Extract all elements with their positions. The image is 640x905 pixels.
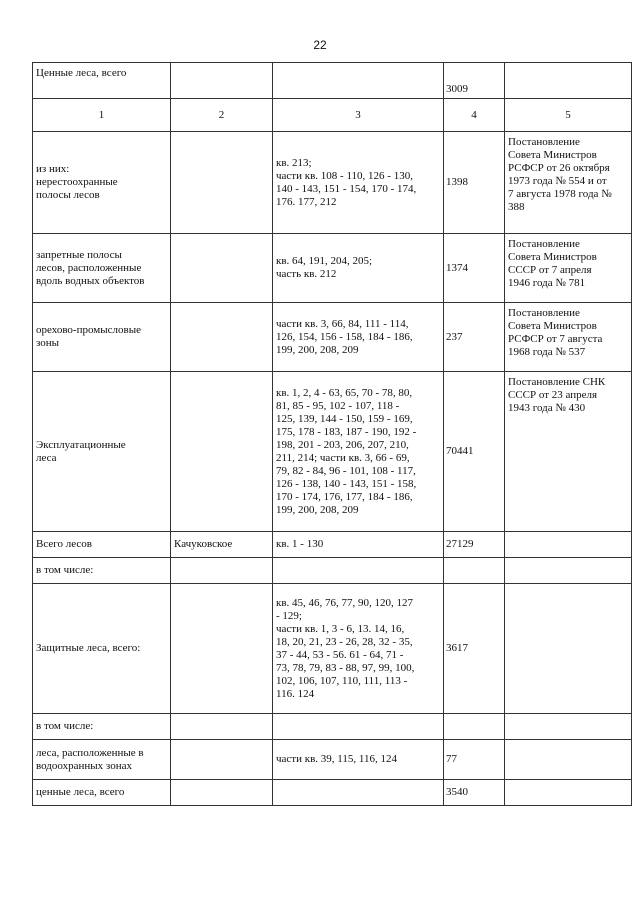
table-row — [33, 714, 632, 740]
cell-quarters — [273, 63, 444, 99]
cell-basis: Постановление Совета Министров РСФСР от 7 августа 1968 года № 537 — [505, 303, 632, 372]
column-number: 2 — [171, 99, 273, 132]
forest-table — [32, 62, 632, 806]
cell-area: 3009 — [444, 63, 505, 99]
cell-forestry — [171, 740, 273, 780]
cell-category: запретные полосы лесов, расположенные вдоль водных объектов — [33, 234, 171, 303]
cell-forestry — [171, 780, 273, 806]
cell-forestry — [171, 714, 273, 740]
cell-basis — [505, 63, 632, 99]
cell-forestry — [171, 584, 273, 714]
cell-area: 237 — [444, 303, 505, 372]
cell-basis — [505, 532, 632, 558]
column-number: 1 — [33, 99, 171, 132]
table-row — [33, 532, 632, 558]
cell-quarters: кв. 213; части кв. 108 - 110, 126 - 130, 140 - 143, 151 - 154, 170 - 174, 176. 177, 212 — [273, 132, 444, 234]
cell-forestry — [171, 63, 273, 99]
cell-quarters: кв. 64, 191, 204, 205; часть кв. 212 — [273, 234, 444, 303]
cell-basis: Постановление Совета Министров СССР от 7 апреля 1946 года № 781 — [505, 234, 632, 303]
cell-quarters — [273, 714, 444, 740]
cell-quarters: кв. 1 - 130 — [273, 532, 444, 558]
cell-forestry — [171, 132, 273, 234]
table-row — [33, 132, 632, 234]
table-row — [33, 372, 632, 532]
cell-quarters: кв. 1, 2, 4 - 63, 65, 70 - 78, 80, 81, 85 - 95, 102 - 107, 118 - 125, 139, 144 - 150, 159 - 169, 175, 178 - 183, 187 - 190, 192 - 198, 201 - 203, 206, 207, 210, 211, 214; части кв. 3, 66 - 69, 79, 82 - 84, 96 - 101, 108 - 117, 126 - 138, 140 - 143, 151 - 158, 170 - 174, 176, 177, 184 - 186, 199, 200, 208, 209 — [273, 372, 444, 532]
table-row — [33, 740, 632, 780]
table-row — [33, 234, 632, 303]
column-number: 5 — [505, 99, 632, 132]
cell-area: 27129 — [444, 532, 505, 558]
cell-forestry — [171, 303, 273, 372]
cell-forestry: Качуковское — [171, 532, 273, 558]
cell-basis: Постановление Совета Министров РСФСР от 26 октября 1973 года № 554 и от 7 августа 1978 года № 388 — [505, 132, 632, 234]
cell-category: орехово-промысловые зоны — [33, 303, 171, 372]
cell-category: Ценные леса, всего — [33, 63, 171, 99]
cell-area: 3617 — [444, 584, 505, 714]
cell-basis — [505, 780, 632, 806]
cell-category: в том числе: — [33, 714, 171, 740]
cell-category: Всего лесов — [33, 532, 171, 558]
table-row — [33, 558, 632, 584]
table-row — [33, 780, 632, 806]
cell-forestry — [171, 234, 273, 303]
cell-category: из них: нерестоохранные полосы лесов — [33, 132, 171, 234]
cell-quarters — [273, 780, 444, 806]
table-row-valuable-forests-total — [33, 63, 632, 99]
cell-category: леса, расположенные в водоохранных зонах — [33, 740, 171, 780]
cell-basis — [505, 714, 632, 740]
cell-basis — [505, 558, 632, 584]
page-number: 22 — [313, 38, 327, 52]
cell-category: Эксплуатационные леса — [33, 372, 171, 532]
cell-category: Защитные леса, всего: — [33, 584, 171, 714]
cell-area: 77 — [444, 740, 505, 780]
cell-area: 3540 — [444, 780, 505, 806]
cell-quarters: кв. 45, 46, 76, 77, 90, 120, 127 - 129; части кв. 1, 3 - 6, 13. 14, 16, 18, 20, 21, 23 - 26, 28, 32 - 35, 37 - 44, 53 - 56. 61 - 64, 71 - 73, 78, 79, 83 - 88, 97, 99, 100, 102, 106, 107, 110, 111, 113 - 116. 124 — [273, 584, 444, 714]
cell-basis: Постановление СНК СССР от 23 апреля 1943 года № 430 — [505, 372, 632, 532]
cell-area: 1374 — [444, 234, 505, 303]
column-number: 4 — [444, 99, 505, 132]
cell-quarters: части кв. 39, 115, 116, 124 — [273, 740, 444, 780]
cell-basis — [505, 584, 632, 714]
table-column-numbers-row — [33, 99, 632, 132]
cell-basis — [505, 740, 632, 780]
table-row — [33, 584, 632, 714]
cell-forestry — [171, 372, 273, 532]
table-row — [33, 303, 632, 372]
cell-area: 1398 — [444, 132, 505, 234]
cell-quarters — [273, 558, 444, 584]
cell-category: в том числе: — [33, 558, 171, 584]
column-number: 3 — [273, 99, 444, 132]
cell-area — [444, 714, 505, 740]
cell-quarters: части кв. 3, 66, 84, 111 - 114, 126, 154, 156 - 158, 184 - 186, 199, 200, 208, 209 — [273, 303, 444, 372]
cell-area: 70441 — [444, 372, 505, 532]
cell-area — [444, 558, 505, 584]
cell-category: ценные леса, всего — [33, 780, 171, 806]
cell-forestry — [171, 558, 273, 584]
